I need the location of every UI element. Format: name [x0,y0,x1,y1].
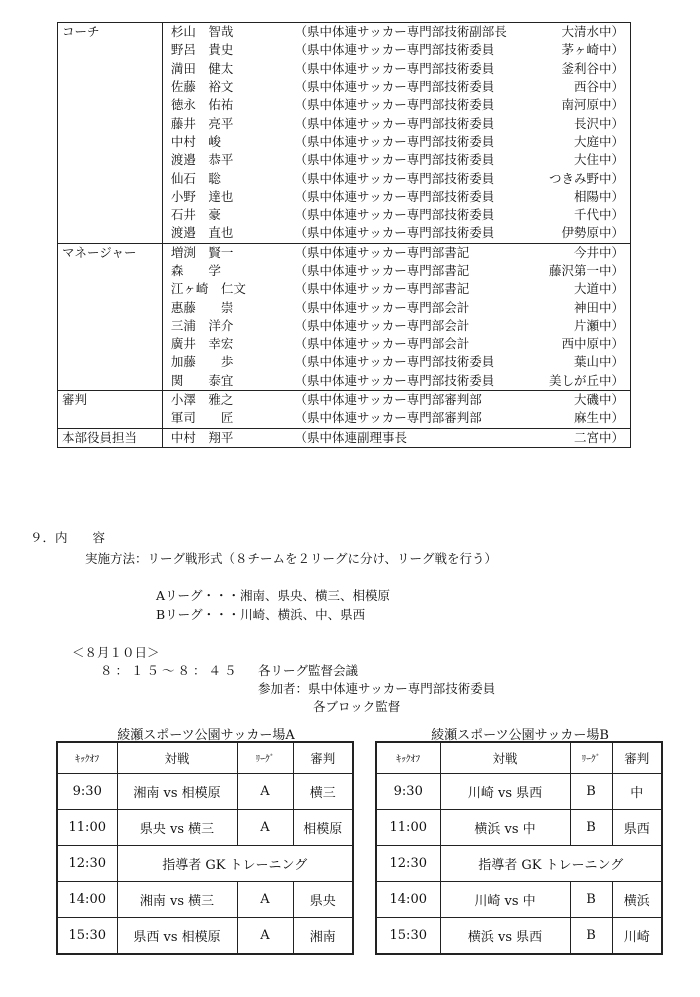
staff-name: 増渕 賢一 [162,243,290,262]
staff-row [58,409,631,428]
staff-affiliation: （県中体連サッカー専門部書記 [294,263,470,278]
attendees-line-1: 参加者：県中体連サッカー専門部技術委員 [258,681,496,696]
staff-role [58,206,163,224]
staff-name: 小野 達也 [170,188,234,204]
staff-affiliation: （県中体連サッカー専門部技術委員 [294,152,495,168]
staff-name: 加藤 歩 [170,354,234,370]
staff-affiliation: （県中体連サッカー専門部審判部 [291,390,545,409]
match-pairing: 川崎 vs 中 [440,882,570,918]
schedule-row [376,810,662,846]
staff-role [58,317,163,335]
league-label: B [570,810,612,846]
match-pairing: 湘南 vs 横三 [117,882,237,918]
match-pairing: 川崎 vs 県西 [440,774,570,810]
staff-role: コーチ [58,23,163,42]
header-match: 対戦 [117,742,237,774]
staff-role: 本部役員担当 [58,428,163,447]
league-label: A [237,882,293,918]
referee-team: 相模原 [293,810,353,846]
staff-affiliation: （県中体連サッカー専門部技術委員 [294,207,495,223]
staff-row [58,23,631,42]
staff-school: 大庭中） [545,133,631,151]
staff-school: 千代中） [545,206,631,224]
league-label: B [570,774,612,810]
referee-team: 横浜 [612,882,662,918]
league-label: A [237,918,293,955]
staff-school: 南河原中） [545,96,631,114]
staff-name: 野呂 貴史 [170,42,234,58]
staff-affiliation: （県中体連サッカー専門部技術委員 [294,115,495,131]
staff-school: 神田中） [545,298,631,316]
header-kickoff: ｷｯｸｵﾌ [57,742,117,774]
staff-row [58,188,631,206]
staff-row [58,169,631,187]
staff-name: 中村 峻 [170,133,221,149]
schedule-row [57,810,353,846]
staff-role [58,41,163,59]
staff-name: 石井 豪 [170,207,221,223]
staff-school: 今井中） [545,243,631,262]
staff-role [58,353,163,371]
staff-name: 渡邉 恭平 [170,152,234,168]
header-referee: 審判 [612,742,662,774]
schedule-row [376,882,662,918]
schedule-row [376,918,662,955]
staff-row [58,353,631,371]
staff-school: 長沢中） [545,114,631,132]
staff-school: 大清水中） [545,23,631,42]
staff-name: 惠藤 崇 [170,299,234,315]
kickoff-time: 15:30 [376,918,440,955]
staff-name: 渡邉 直也 [170,225,234,241]
staff-affiliation: （県中体連サッカー専門部会計 [294,299,470,315]
staff-affiliation: （県中体連サッカー専門部技術委員 [294,133,495,149]
staff-affiliation: （県中体連サッカー専門部技術委員 [294,170,495,186]
method-text: 実施方法：リーグ戦形式（８チームを２リーグに分け、リーグ戦を行う） [85,551,498,566]
staff-school: 二宮中） [545,428,631,447]
staff-school: 大道中） [545,280,631,298]
staff-row [58,114,631,132]
staff-role [58,60,163,78]
staff-row [58,317,631,335]
league-label: B [570,882,612,918]
kickoff-time: 12:30 [57,846,117,882]
schedule-row [376,774,662,810]
staff-row [58,298,631,316]
venue-a-title: 綾瀬スポーツ公園サッカー場A [117,728,295,743]
schedule-row [57,882,353,918]
staff-school: 西谷中） [545,78,631,96]
staff-affiliation: （県中体連サッカー専門部審判部 [294,410,482,426]
staff-row [58,78,631,96]
meeting-time: ８：１５～８：４５ [100,663,240,678]
referee-team: 横三 [293,774,353,810]
staff-school: 西中原中） [545,335,631,353]
schedule-table-a [56,741,354,955]
kickoff-time: 9:30 [376,774,440,810]
staff-affiliation: （県中体連サッカー専門部会計 [294,317,470,333]
staff-row [58,41,631,59]
staff-role [58,96,163,114]
meeting-title: 各リーグ監督会議 [258,663,359,678]
section-heading: ９．内 容 [30,530,106,545]
staff-affiliation: （県中体連サッカー専門部技術委員 [294,354,495,370]
staff-row [58,390,631,409]
staff-row [58,335,631,353]
staff-school: 相陽中） [545,188,631,206]
header-referee: 審判 [293,742,353,774]
special-session: 指導者 GK トレーニング [440,846,662,882]
staff-school: つきみ野中） [545,169,631,187]
staff-affiliation: （県中体連サッカー専門部技術委員 [294,372,495,388]
special-session: 指導者 GK トレーニング [117,846,353,882]
staff-name: 廣井 幸宏 [170,336,234,352]
match-pairing: 県西 vs 相模原 [117,918,237,955]
staff-row [58,280,631,298]
schedule-row [376,846,662,882]
staff-affiliation: （県中体連サッカー専門部技術委員 [294,42,495,58]
league-label: A [237,810,293,846]
staff-name: 中村 翔平 [162,428,290,447]
staff-row [58,96,631,114]
kickoff-time: 9:30 [57,774,117,810]
staff-affiliation: （県中体連サッカー専門部技術委員 [294,79,495,95]
venue-b-title: 綾瀬スポーツ公園サッカー場B [431,728,609,743]
schedule-row [57,846,353,882]
staff-school: 大住中） [545,151,631,169]
staff-affiliation: （県中体連サッカー専門部技術委員 [294,225,495,241]
staff-role: マネージャー [58,243,163,262]
referee-team: 県西 [612,810,662,846]
staff-row [58,133,631,151]
header-league: ﾘｰｸﾞ [570,742,612,774]
staff-role [58,298,163,316]
kickoff-time: 12:30 [376,846,440,882]
kickoff-time: 14:00 [376,882,440,918]
staff-name: 徳永 佑祐 [170,97,234,113]
staff-role [58,78,163,96]
staff-school: 茅ヶ崎中） [545,41,631,59]
league-label: B [570,918,612,955]
staff-name: 三浦 洋介 [170,317,234,333]
league-label: A [237,774,293,810]
staff-row [58,224,631,243]
staff-name: 江ヶ崎 仁文 [170,281,246,297]
kickoff-time: 11:00 [376,810,440,846]
staff-row [58,206,631,224]
referee-team: 中 [612,774,662,810]
staff-role [58,262,163,280]
staff-name: 満田 健太 [170,60,234,76]
staff-table [57,22,631,448]
kickoff-time: 14:00 [57,882,117,918]
referee-team: 湘南 [293,918,353,955]
staff-row [58,60,631,78]
staff-affiliation: （県中体連サッカー専門部書記 [294,281,470,297]
staff-school: 片瀬中） [545,317,631,335]
staff-role [58,335,163,353]
staff-school: 葉山中） [545,353,631,371]
staff-school: 伊勢原中） [545,224,631,243]
staff-affiliation: （県中体連サッカー専門部技術委員 [294,188,495,204]
staff-affiliation: （県中体連サッカー専門部会計 [294,336,470,352]
staff-row [58,243,631,262]
staff-role [58,409,163,428]
match-pairing: 横浜 vs 県西 [440,918,570,955]
staff-name: 軍司 匠 [170,410,234,426]
staff-row [58,428,631,447]
referee-team: 川崎 [612,918,662,955]
header-kickoff: ｷｯｸｵﾌ [376,742,440,774]
staff-table-body [58,23,631,448]
staff-name: 佐藤 裕文 [170,79,234,95]
staff-role [58,169,163,187]
staff-school: 美しが丘中） [545,372,631,391]
staff-row [58,151,631,169]
match-pairing: 県央 vs 横三 [117,810,237,846]
schedule-row [57,774,353,810]
staff-school: 大磯中） [545,390,631,409]
header-match: 対戦 [440,742,570,774]
schedule-body-b [376,774,662,955]
staff-row [58,262,631,280]
staff-affiliation: （県中体連副理事長 [291,428,545,447]
staff-role [58,114,163,132]
staff-row [58,372,631,391]
staff-affiliation: （県中体連サッカー専門部技術委員 [294,97,495,113]
attendees-line-2: 各ブロック監督 [313,699,401,714]
staff-name: 小澤 雅之 [162,390,290,409]
staff-school: 釜利谷中） [545,60,631,78]
staff-name: 関 泰宜 [170,372,234,388]
match-pairing: 横浜 vs 中 [440,810,570,846]
schedule-table-b [375,741,663,955]
staff-name: 杉山 智哉 [162,23,290,42]
kickoff-time: 11:00 [57,810,117,846]
staff-affiliation: （県中体連サッカー専門部技術副部長 [291,23,545,42]
staff-name: 仙石 聡 [170,170,221,186]
staff-name: 藤井 亮平 [170,115,234,131]
match-pairing: 湘南 vs 相模原 [117,774,237,810]
date-text: ＜８月１０日＞ [72,645,160,660]
referee-team: 県央 [293,882,353,918]
league-a-text: Aリーグ・・・湘南、県央、横三、相模原 [156,588,391,603]
league-b-text: Bリーグ・・・川崎、横浜、中、県西 [156,607,366,622]
staff-affiliation: （県中体連サッカー専門部書記 [291,243,545,262]
staff-role [58,188,163,206]
staff-role: 審判 [58,390,163,409]
schedule-row [57,918,353,955]
staff-role [58,280,163,298]
staff-school: 麻生中） [545,409,631,428]
staff-role [58,372,163,391]
staff-role [58,151,163,169]
header-league: ﾘｰｸﾞ [237,742,293,774]
staff-name: 森 学 [170,263,221,278]
schedule-body-a [57,774,353,955]
staff-role [58,224,163,243]
staff-affiliation: （県中体連サッカー専門部技術委員 [294,60,495,76]
staff-role [58,133,163,151]
staff-school: 藤沢第一中） [545,262,631,280]
kickoff-time: 15:30 [57,918,117,955]
